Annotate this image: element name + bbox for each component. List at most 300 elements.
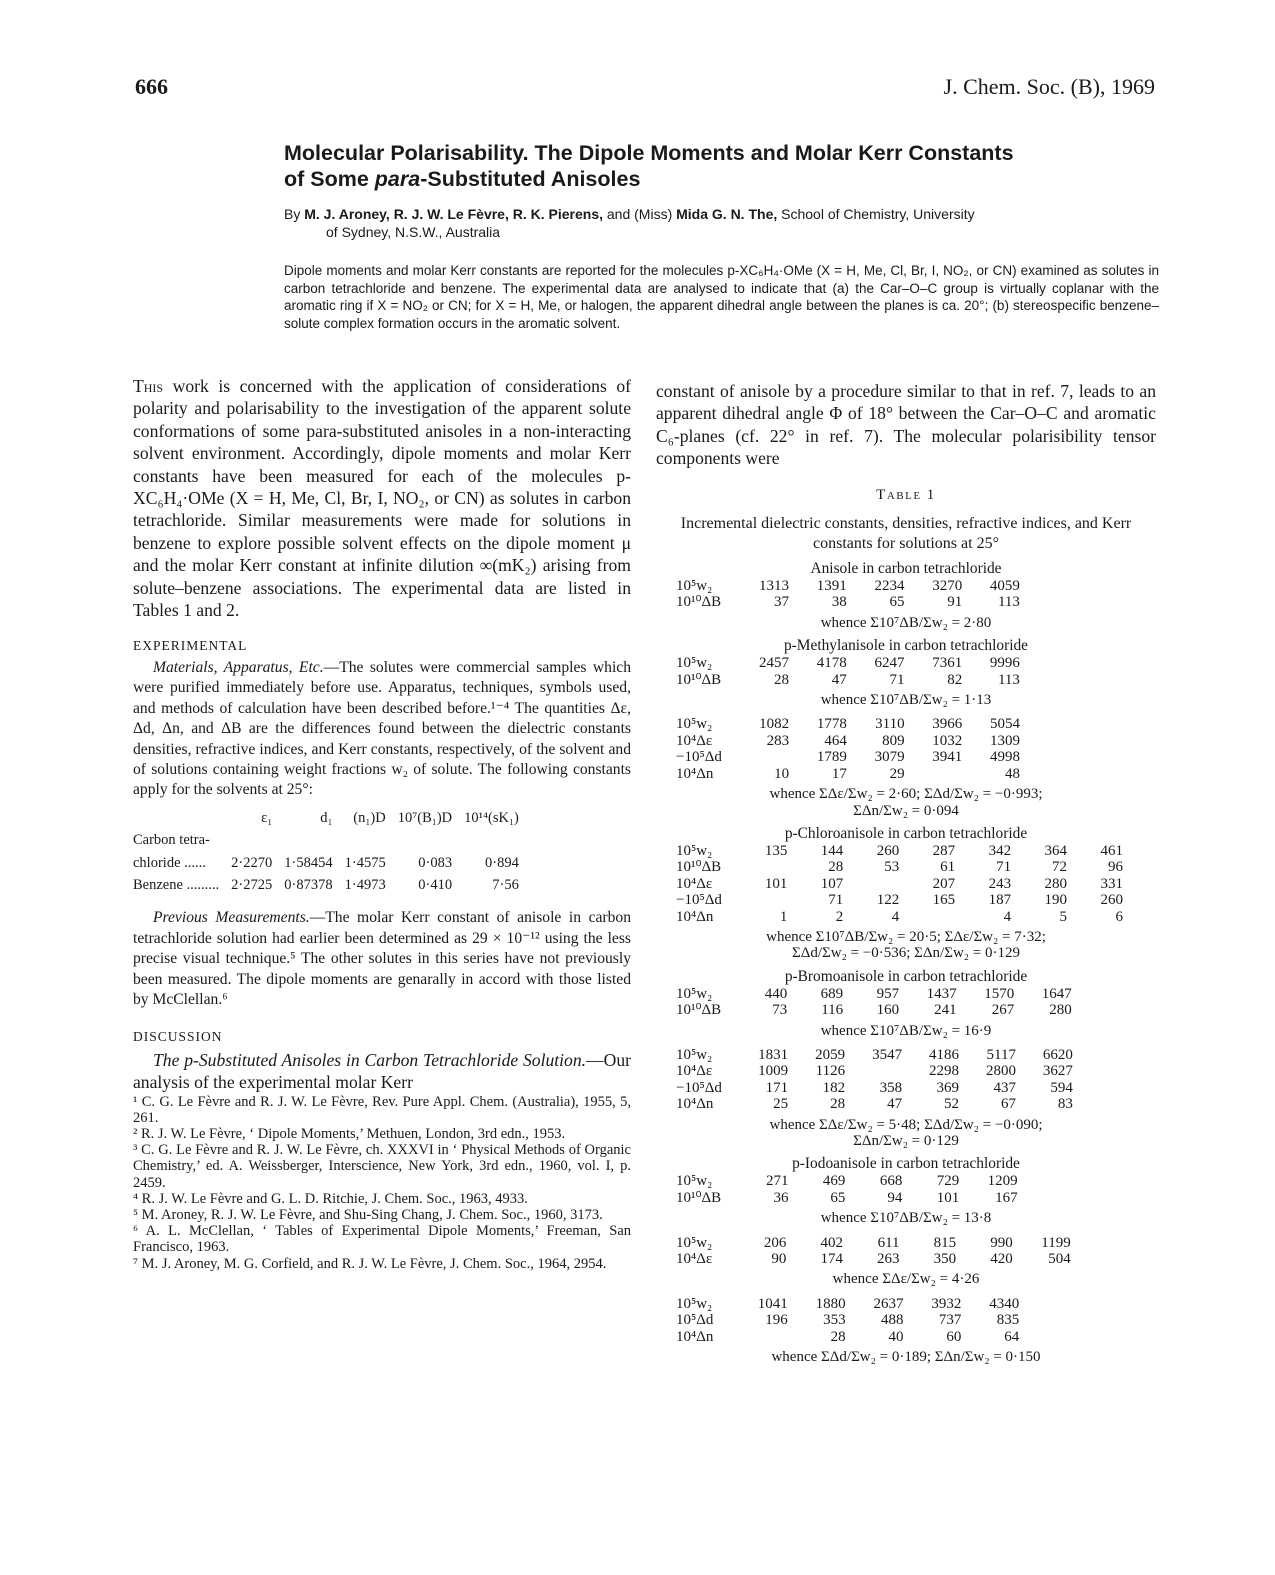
table-cell: 3547 xyxy=(872,1046,903,1063)
table-cell: 3079 xyxy=(874,749,905,766)
table-row xyxy=(676,672,1123,688)
table-row xyxy=(676,594,1123,610)
table-1-data xyxy=(676,1047,1123,1113)
table-cell: 1·58454 xyxy=(284,854,333,871)
row-label: 10¹⁰ΔB xyxy=(676,671,722,688)
table-cell: 3941 xyxy=(932,749,963,766)
table-1-block xyxy=(656,1047,1156,1149)
table-cell: 6620 xyxy=(1042,1046,1073,1063)
table-cell xyxy=(1020,594,1072,610)
table-cell: 1009 xyxy=(758,1063,789,1080)
table-cell: 260 xyxy=(1100,892,1123,909)
solvent-header-cell: 10⁷(B₁)D xyxy=(397,809,453,826)
table-cell: 5117 xyxy=(986,1046,1016,1063)
solvent-constants-table xyxy=(133,807,525,897)
table-row xyxy=(676,1047,1123,1063)
table-cell: 135 xyxy=(764,842,788,859)
abstract: Dipole moments and molar Kerr constants are reported for the molecules p-XC₆H₄·OMe (X = H, Me, Cl, Br, I, NO₂, or CN) examined as solutes in carbon tetrachloride and benzene. The experimental data are analysed to indicate that (a) the Car–O–C group is virtually coplanar with the aromatic ring if X = NO₂ or CN; for X = H, Me, or halogen, the apparent dihedral angle between the planes is ca. 20°; (b) stereospecific benzene–solute complex formation occurs in the aromatic solvent. xyxy=(284,263,1159,331)
table-cell: 96 xyxy=(1108,859,1123,876)
discussion-text: —Our analysis of the experimental molar Kerr xyxy=(133,1049,631,1093)
solvent-header-cell: ε₁ xyxy=(261,809,273,826)
table-cell: 64 xyxy=(1004,1328,1020,1345)
table-cell: 1209 xyxy=(987,1173,1018,1190)
table-cell xyxy=(730,1329,788,1345)
continuation-paragraph: constant of anisole by a procedure similar to that in ref. 7, leads to an apparent dihedral angle Φ of 18° between the Car–O–C and aromatic C₆-planes (cf. 22° in ref. 7). The molecular polarisibility tensor components were xyxy=(656,381,1156,469)
affiliation-2: of Sydney, N.S.W., Australia xyxy=(326,224,501,240)
table-cell: 668 xyxy=(879,1173,903,1190)
table-cell xyxy=(1071,672,1123,688)
table-cell: 101 xyxy=(764,875,788,892)
table-cell: 737 xyxy=(938,1312,962,1329)
table-cell xyxy=(1071,1312,1123,1328)
table-cell xyxy=(731,859,787,875)
title-line-2 xyxy=(284,166,1159,192)
table-cell xyxy=(1018,1173,1071,1189)
row-label: 10⁴Δn xyxy=(676,765,714,782)
table-cell: 144 xyxy=(820,842,844,859)
discussion-subheading: The p-Substituted Anisoles in Carbon Tetrachloride Solution. xyxy=(153,1049,587,1070)
table-cell xyxy=(845,1063,902,1079)
whence-line: whence ΣΔε/Σw₂ = 2·60; ΣΔd/Σw₂ = −0·993; xyxy=(769,786,1043,803)
table-cell: 957 xyxy=(876,985,900,1002)
table-cell xyxy=(1071,749,1123,765)
table-row xyxy=(676,655,1123,671)
authors-and: and (Miss) xyxy=(603,206,677,222)
footnote: ² R. J. W. Le Fèvre, ‘ Dipole Moments,’ Methuen, London, 3rd edn., 1953. xyxy=(133,1126,566,1142)
table-cell: 28 xyxy=(830,1328,846,1345)
table-cell: 65 xyxy=(889,594,905,611)
table-cell: 71 xyxy=(996,859,1012,876)
previous-paragraph xyxy=(133,908,631,1010)
row-label: 10⁵w₂ xyxy=(676,1295,713,1312)
table-1-data xyxy=(676,1296,1123,1345)
table-cell: 107 xyxy=(820,875,844,892)
table-cell xyxy=(1071,1235,1123,1251)
table-cell: 280 xyxy=(1049,1002,1072,1019)
table-cell: 47 xyxy=(831,671,847,688)
table-cell: 10 xyxy=(774,765,790,782)
table-cell: 83 xyxy=(1057,1096,1073,1113)
table-cell: 1570 xyxy=(984,985,1015,1002)
table-cell xyxy=(1071,594,1123,610)
table-cell: 5054 xyxy=(989,716,1020,733)
table-row xyxy=(676,1002,1123,1018)
table-1-block-heading: p-Iodoanisole in carbon tetrachloride xyxy=(792,1155,1020,1173)
table-cell xyxy=(899,909,955,925)
table-1-data xyxy=(676,1235,1123,1268)
table-cell: 1 xyxy=(779,908,788,925)
table-cell: 331 xyxy=(1100,875,1123,892)
table-cell: 71 xyxy=(828,892,844,909)
table-cell: 1082 xyxy=(759,716,790,733)
whence-line: ΣΔd/Σw₂ = −0·536; ΣΔn/Σw₂ = 0·129 xyxy=(792,945,1020,962)
materials-heading: Materials, Apparatus, Etc. xyxy=(153,658,324,676)
table-cell: 2234 xyxy=(874,578,905,595)
table-1-block xyxy=(656,1235,1156,1288)
table-cell: 182 xyxy=(822,1079,846,1096)
table-cell: 280 xyxy=(1044,875,1068,892)
author-line-1 xyxy=(284,205,1159,223)
table-cell: 90 xyxy=(771,1251,787,1268)
table-cell: 206 xyxy=(763,1234,787,1251)
table-cell xyxy=(1073,1080,1123,1096)
table-cell: 40 xyxy=(888,1328,904,1345)
table-cell: 167 xyxy=(995,1189,1018,1206)
table-cell: 1391 xyxy=(816,578,847,595)
discussion-paragraph xyxy=(133,1049,631,1094)
row-label: −10⁵Δd xyxy=(676,892,722,909)
table-cell: 3110 xyxy=(875,716,905,733)
table-1-block xyxy=(656,560,1156,631)
table-cell xyxy=(1020,716,1071,732)
table-row xyxy=(676,1235,1123,1251)
journal-citation: J. Chem. Soc. (B), 1969 xyxy=(943,74,1155,99)
table-cell: 2059 xyxy=(815,1046,846,1063)
table-cell xyxy=(1071,716,1123,732)
table-row xyxy=(676,876,1123,892)
table-cell xyxy=(1019,1296,1071,1312)
table-cell: 689 xyxy=(820,985,844,1002)
intro-text: work is concerned with the application of considerations of polarity and polarisability to the investigation of the apparent solute conformations of some para-substituted anisoles in a non-interacting solvent environment. Accordingly, dipole moments and molar Kerr constants have been measured for each of the molecules p-XC₆H₄·OMe (X = H, Me, Cl, Br, I, NO₂, or CN) as solutes in carbon tetrachloride. Similar measurements were made for solutions in benzene to explore possible solvent effects on the dipole moment μ and the molar Kerr constant at infinite dilution ∞(mK₂) arising from solute–benzene associations. The experimental data are listed in Tables 1 and 2. xyxy=(133,376,631,621)
table-cell: 1199 xyxy=(1041,1234,1071,1251)
table-1-block-heading: Anisole in carbon tetrachloride xyxy=(810,560,1002,578)
article-title xyxy=(284,140,1159,192)
table-1-caption: Incremental dielectric constants, densities, refractive indices, and Kerr constants for solutions at 25° xyxy=(680,515,1132,553)
row-label: −10⁵Δd xyxy=(676,1079,722,1096)
table-cell: 2298 xyxy=(929,1063,960,1080)
table-cell: 1437 xyxy=(926,985,957,1002)
table-cell xyxy=(1073,1047,1123,1063)
solvent-header-cell: d₁ xyxy=(320,809,333,826)
table-cell: 7361 xyxy=(932,655,963,672)
row-label: 10⁴Δε xyxy=(676,875,713,892)
table-row xyxy=(676,986,1123,1002)
table-1-data xyxy=(676,716,1123,782)
table-cell: 207 xyxy=(932,875,956,892)
table-cell: 71 xyxy=(889,671,905,688)
table-cell xyxy=(731,892,787,908)
table-cell: 440 xyxy=(764,985,788,1002)
whence-line: whence Σ10⁷ΔB/Σw₂ = 2·80 xyxy=(820,614,992,631)
table-cell: 1·4575 xyxy=(344,854,386,871)
footnote: ¹ C. G. Le Fèvre and R. J. W. Le Fèvre, Rev. Pure Appl. Chem. (Australia), 1955, 5, 261. xyxy=(133,1093,631,1126)
table-cell: 25 xyxy=(773,1096,789,1113)
table-cell: 2637 xyxy=(873,1295,904,1312)
previous-heading: Previous Measurements. xyxy=(153,909,310,927)
table-cell: 160 xyxy=(876,1002,900,1019)
row-label: 10⁴Δn xyxy=(676,908,714,925)
table-1-block xyxy=(656,968,1156,1039)
whence-line: whence Σ10⁷ΔB/Σw₂ = 1·13 xyxy=(820,692,992,709)
table-cell: 1126 xyxy=(815,1063,846,1080)
table-row xyxy=(676,1173,1123,1189)
table-cell xyxy=(843,876,899,892)
table-row xyxy=(676,766,1123,782)
title-suffix: -Substituted Anisoles xyxy=(420,167,641,191)
left-column xyxy=(133,375,631,1272)
table-cell: 6 xyxy=(1115,908,1123,925)
table-cell: 101 xyxy=(936,1189,960,1206)
table-cell: 3966 xyxy=(932,716,963,733)
table-cell: 1831 xyxy=(758,1046,789,1063)
table-cell: 350 xyxy=(933,1251,957,1268)
row-label: 10¹⁰ΔB xyxy=(676,1189,722,1206)
table-cell: 73 xyxy=(772,1002,788,1019)
table-cell: 47 xyxy=(887,1096,903,1113)
table-cell: 729 xyxy=(936,1173,960,1190)
table-1-block xyxy=(656,637,1156,708)
footnote: ³ C. G. Le Fèvre and R. J. W. Le Fèvre, ch. XXXVI in ‘ Physical Methods of Organic Chemistry,’ ed. A. Weissberger, Interscience, New York, 3rd edn., 1960, vol. I, p. 2459. xyxy=(133,1142,631,1191)
table-cell: 283 xyxy=(766,732,790,749)
solvent-header-cell: 10¹⁴(sK₁) xyxy=(464,809,519,826)
table-1-block-heading: p-Bromoanisole in carbon tetrachloride xyxy=(784,967,1028,985)
table-cell xyxy=(905,766,963,782)
table-cell: 263 xyxy=(877,1251,900,1268)
table-cell: 3932 xyxy=(931,1295,962,1312)
table-cell: 287 xyxy=(932,842,956,859)
footnote: ⁷ M. J. Aroney, M. G. Corfield, and R. J. W. Le Fèvre, J. Chem. Soc., 1964, 2954. xyxy=(133,1255,607,1272)
table-cell: 464 xyxy=(824,732,847,749)
solvent-label: Carbon tetra- xyxy=(133,832,210,849)
table-cell: 190 xyxy=(1044,892,1068,909)
table-1-block xyxy=(656,825,1156,962)
table-cell: 113 xyxy=(997,671,1020,688)
row-label: 10⁵w₂ xyxy=(676,578,713,595)
table-cell xyxy=(1072,1002,1123,1018)
table-cell: 28 xyxy=(830,1096,846,1113)
table-cell: 2800 xyxy=(985,1063,1016,1080)
table-row xyxy=(676,1296,1123,1312)
whence-line: whence ΣΔε/Σw₂ = 5·48; ΣΔd/Σw₂ = −0·090; xyxy=(769,1116,1043,1133)
table-cell: 1313 xyxy=(759,578,790,595)
solvent-header-cell xyxy=(133,807,225,829)
row-label: 10⁵w₂ xyxy=(676,1046,713,1063)
table-cell: 122 xyxy=(876,892,900,909)
table-row xyxy=(676,578,1123,594)
table-cell: 4186 xyxy=(929,1046,960,1063)
table-cell: 1789 xyxy=(816,749,847,766)
table-cell: 342 xyxy=(988,842,1012,859)
intro-first-word: This xyxy=(133,376,164,396)
row-label: 10⁵w₂ xyxy=(676,716,713,733)
table-cell: 6247 xyxy=(874,655,905,672)
solvent-label: chloride ...... xyxy=(133,854,206,871)
table-1-data xyxy=(676,843,1123,925)
table-cell: 241 xyxy=(934,1002,957,1019)
row-label: 10⁴Δε xyxy=(676,1251,713,1268)
row-label: 10⁵w₂ xyxy=(676,1173,713,1190)
row-label: 10⁴Δε xyxy=(676,732,713,749)
table-cell: 594 xyxy=(1050,1079,1073,1096)
table-cell: 28 xyxy=(828,859,844,876)
table-cell: 29 xyxy=(889,765,905,782)
row-label: 10¹⁰ΔB xyxy=(676,594,722,611)
table-cell: 36 xyxy=(773,1189,789,1206)
table-row xyxy=(133,874,525,896)
table-row xyxy=(676,843,1123,859)
row-label: 10⁴Δε xyxy=(676,1063,713,1080)
table-cell: 91 xyxy=(947,594,963,611)
table-1-data xyxy=(676,986,1123,1019)
table-cell: 809 xyxy=(882,732,905,749)
whence-line: whence ΣΔd/Σw₂ = 0·189; ΣΔn/Σw₂ = 0·150 xyxy=(771,1349,1041,1366)
footnote: ⁵ M. Aroney, R. J. W. Le Fèvre, and Shu-Sing Chang, J. Chem. Soc., 1960, 3173. xyxy=(133,1207,603,1224)
table-1-data xyxy=(676,1173,1123,1206)
table-1 xyxy=(656,560,1156,1365)
table-cell: 61 xyxy=(940,859,956,876)
table-cell xyxy=(1071,1296,1123,1312)
table-cell: 611 xyxy=(877,1234,900,1251)
footnote: ⁶ A. L. McClellan, ‘ Tables of Experimental Dipole Moments,’ Freeman, San Francisco, 1963. xyxy=(133,1223,631,1256)
row-label: −10⁵Δd xyxy=(676,749,722,766)
table-cell xyxy=(1020,655,1072,671)
table-cell: 3270 xyxy=(932,578,963,595)
table-1-data xyxy=(676,655,1123,688)
table-cell xyxy=(1073,1063,1123,1079)
table-cell xyxy=(1070,1190,1123,1206)
table-row xyxy=(676,749,1123,765)
table-cell: 353 xyxy=(823,1312,846,1329)
table-cell xyxy=(1071,655,1123,671)
table-cell: 4178 xyxy=(816,655,847,672)
table-1-block xyxy=(656,716,1156,818)
table-cell: 2·2725 xyxy=(231,876,273,893)
table-cell: 267 xyxy=(991,1002,1015,1019)
table-row xyxy=(676,909,1123,925)
row-label: 10⁵w₂ xyxy=(676,985,713,1002)
table-row xyxy=(676,716,1123,732)
table-row xyxy=(676,1080,1123,1096)
table-cell: 165 xyxy=(932,892,956,909)
table-cell: 2 xyxy=(835,908,844,925)
table-1-data xyxy=(676,578,1123,611)
table-cell: 364 xyxy=(1044,842,1068,859)
footnote: ⁴ R. J. W. Le Fèvre and G. L. D. Ritchie, J. Chem. Soc., 1963, 4933. xyxy=(133,1190,528,1207)
right-column xyxy=(656,380,1156,1365)
table-cell xyxy=(1019,1312,1071,1328)
table-cell: 1032 xyxy=(932,732,963,749)
table-cell: 2·2270 xyxy=(231,854,273,871)
table-cell: 0·083 xyxy=(418,854,453,871)
table-cell: 504 xyxy=(1048,1251,1071,1268)
table-cell: 65 xyxy=(830,1189,846,1206)
table-cell: 28 xyxy=(774,671,790,688)
row-label: 10¹⁰ΔB xyxy=(676,859,722,876)
table-cell: 187 xyxy=(988,892,1012,909)
table-cell xyxy=(1071,1251,1123,1267)
table-cell: 116 xyxy=(821,1002,844,1019)
table-cell: 469 xyxy=(822,1173,846,1190)
table-cell: 815 xyxy=(933,1234,957,1251)
table-cell xyxy=(1020,733,1071,749)
table-cell: 60 xyxy=(946,1328,962,1345)
intro-paragraph xyxy=(133,375,631,621)
table-cell: 1309 xyxy=(989,732,1020,749)
table-1-block xyxy=(656,1155,1156,1226)
table-cell: 271 xyxy=(765,1173,789,1190)
table-cell: 48 xyxy=(1004,765,1020,782)
table-row xyxy=(676,733,1123,749)
table-row xyxy=(133,852,525,874)
table-cell xyxy=(1070,1173,1123,1189)
table-cell: 420 xyxy=(990,1251,1013,1268)
table-row xyxy=(676,892,1123,908)
table-cell: 990 xyxy=(990,1234,1013,1251)
table-row xyxy=(676,1096,1123,1112)
table-cell: 38 xyxy=(831,594,847,611)
whence-line: whence Σ10⁷ΔB/Σw₂ = 13·8 xyxy=(820,1210,992,1227)
table-cell: 1778 xyxy=(816,716,847,733)
table-cell: 1880 xyxy=(815,1295,846,1312)
table-cell: 4 xyxy=(891,908,900,925)
table-row xyxy=(676,1329,1123,1345)
table-row xyxy=(676,1251,1123,1267)
table-cell: 260 xyxy=(876,842,900,859)
table-cell: 358 xyxy=(879,1079,903,1096)
table-1-block xyxy=(656,1296,1156,1366)
affiliation-1: School of Chemistry, University xyxy=(777,206,975,222)
table-cell: 3627 xyxy=(1042,1063,1073,1080)
table-cell: 461 xyxy=(1100,842,1123,859)
table-cell: 4059 xyxy=(989,578,1020,595)
table-cell xyxy=(1018,1190,1071,1206)
table-cell: 171 xyxy=(765,1079,789,1096)
table-cell xyxy=(1073,1096,1123,1112)
table-row xyxy=(676,1312,1123,1328)
table-cell: 437 xyxy=(993,1079,1016,1096)
table-cell xyxy=(1071,733,1123,749)
table-cell: 369 xyxy=(936,1079,960,1096)
table-cell: 1647 xyxy=(1041,985,1072,1002)
table-cell: 0·410 xyxy=(418,876,453,893)
table-cell: 67 xyxy=(1000,1096,1016,1113)
table-1-block-heading: p-Chloroanisole in carbon tetrachloride xyxy=(784,824,1028,842)
table-cell xyxy=(1071,578,1123,594)
table-cell: 17 xyxy=(831,765,847,782)
table-cell: 113 xyxy=(997,594,1020,611)
materials-paragraph xyxy=(133,658,631,801)
row-label: 10⁵w₂ xyxy=(676,655,713,672)
table-cell: 9996 xyxy=(989,655,1020,672)
whence-line: whence Σ10⁷ΔB/Σw₂ = 20·5; ΣΔε/Σw₂ = 7·32; xyxy=(766,928,1046,945)
table-cell: 72 xyxy=(1052,859,1068,876)
table-cell: 0·894 xyxy=(485,854,519,871)
table-cell xyxy=(1020,766,1071,782)
experimental-heading: EXPERIMENTAL xyxy=(133,638,248,654)
title-line-1: Molecular Polarisability. The Dipole Moments and Molar Kerr Constants xyxy=(284,141,1014,165)
table-row xyxy=(676,1190,1123,1206)
page-number: 666 xyxy=(135,74,168,99)
table-cell: 7·56 xyxy=(492,876,519,893)
table-cell xyxy=(1071,766,1123,782)
previous-text: —The molar Kerr constant of anisole in carbon tetrachloride solution had earlier been determined as 29 × 10⁻¹² using the less precise visual technique.⁵ The other solutes in this series have not previously been measured. The dipole moments are genarally in accord with those listed by McClellan.⁶ xyxy=(133,909,632,1008)
row-label: 10⁵Δd xyxy=(676,1312,714,1329)
solvent-header-cell: (n₁)D xyxy=(353,809,386,826)
table-cell xyxy=(731,749,789,765)
author-list xyxy=(284,205,1159,241)
table-cell: 4998 xyxy=(989,749,1020,766)
row-label: 10⁴Δn xyxy=(676,1096,714,1113)
table-cell: 4 xyxy=(1003,908,1012,925)
row-label: 10⁵w₂ xyxy=(676,842,713,859)
row-label: 10⁵w₂ xyxy=(676,1234,713,1251)
table-cell: 243 xyxy=(988,875,1012,892)
table-cell: 53 xyxy=(884,859,900,876)
table-cell xyxy=(1071,1329,1123,1345)
table-cell xyxy=(1020,578,1072,594)
discussion-heading: DISCUSSION xyxy=(133,1029,223,1045)
table-cell: 1·4973 xyxy=(344,876,386,893)
